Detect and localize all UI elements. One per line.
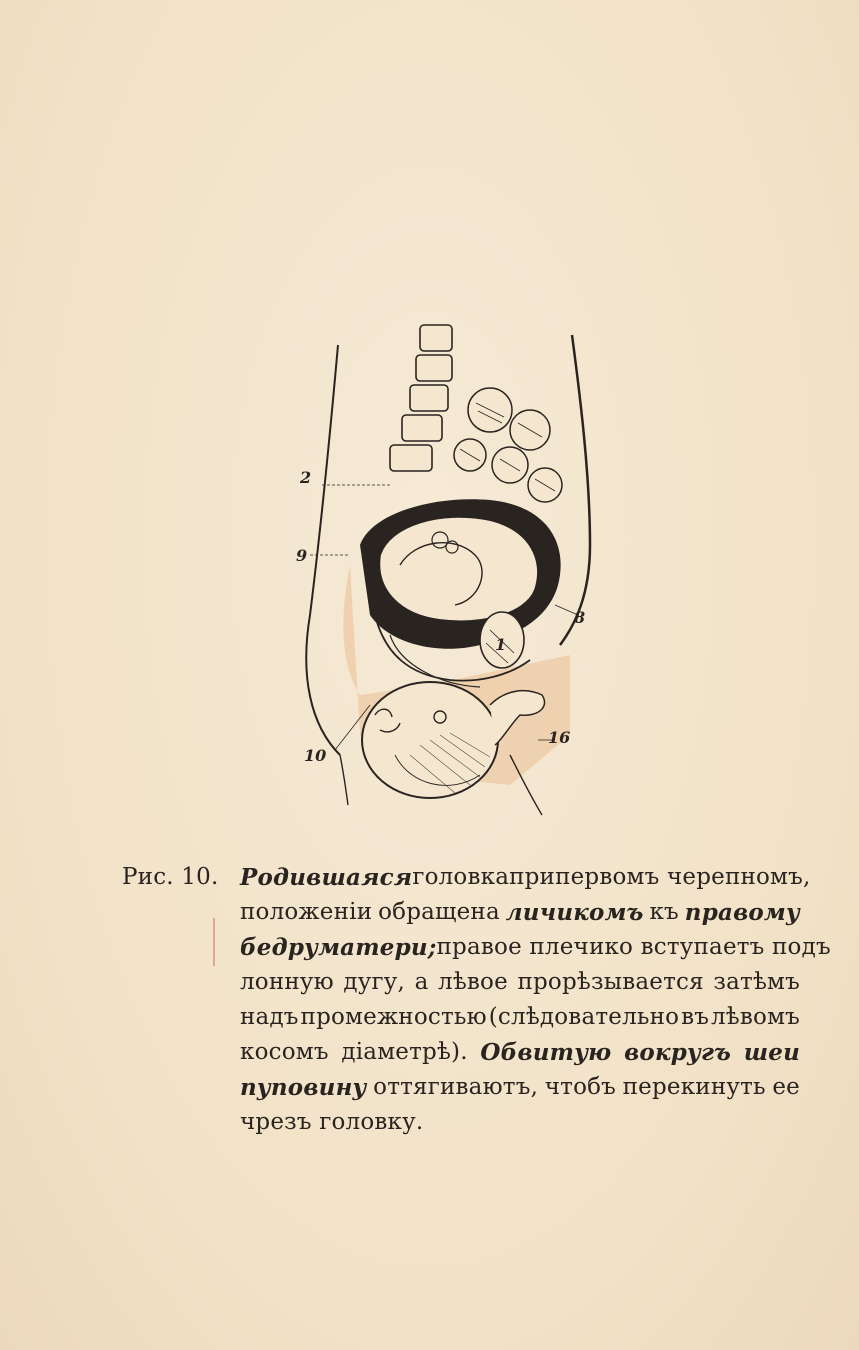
- caption-line-7: пуповину оттягиваютъ, чтобъ перекинуть ее: [240, 1074, 800, 1101]
- label-8: 8: [574, 608, 586, 627]
- label-1: 1: [495, 635, 507, 654]
- caption-line-5: надъ промежностью (слѣдовательно въ лѣвомъ: [240, 1004, 800, 1030]
- caption-line-1: Родившаяся головка при первомъ черепномъ,: [240, 864, 811, 891]
- caption-line-2: положеніи обращена личикомъ къ правому: [240, 899, 800, 926]
- caption-line-8: чрезъ головку.: [240, 1109, 424, 1135]
- margin-pencil-mark: [213, 918, 215, 966]
- caption-figure-number: Рис. 10.: [122, 864, 219, 890]
- label-10: 10: [304, 746, 327, 765]
- label-9: 9: [296, 546, 308, 565]
- caption-line-4: лонную дугу, а лѣвое прорѣзывается затѣмъ: [240, 969, 800, 995]
- label-2: 2: [300, 468, 312, 487]
- caption-body: [240, 860, 831, 1140]
- label-16: 16: [548, 728, 571, 747]
- caption-line-6: косомъ діаметрѣ). Обвитую вокругъ шеи: [240, 1039, 800, 1066]
- anatomical-illustration: [280, 315, 610, 835]
- childbirth-cross-section-drawing: [280, 315, 610, 835]
- caption-line-3: бедру матери; правое плечико вступаетъ подъ: [240, 934, 831, 961]
